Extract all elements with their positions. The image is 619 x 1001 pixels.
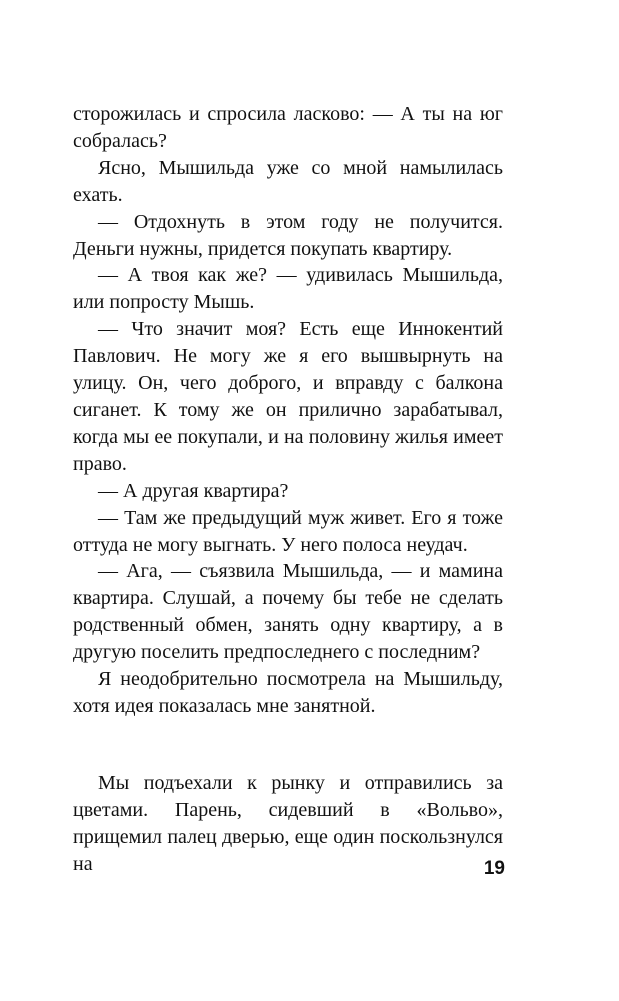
paragraph-3: — Отдохнуть в этом году не получится. Деньги нужны, придется покупать квартиру. [73,210,503,260]
paragraph-7: — Там же предыдущий муж живет. Его я тоже оттуда не могу выгнать. У него полоса неудач. [73,506,503,556]
text-block-bottom [73,770,503,878]
paragraph-4: — А твоя как же? — удивилась Мышильда, или попросту Мышь. [73,264,503,314]
paragraph-9: Я неодобрительно посмотрела на Мышильду, хотя идея показалась мне занятной. [73,668,503,717]
paragraph-2: Ясно, Мышильда уже со мной намылилась ехать. [73,156,503,206]
paragraph-8: — Ага, — съязвила Мышильда, — и мамина квартира. Слушай, а почему бы тебе не сделать родственный обмен, занять одну квартиру, а в другую поселить предпоследнего с последним? [73,560,503,664]
paragraph-1: сторожилась и спросила ласково: — А ты на юг собралась? [73,103,503,152]
text-block-top [73,101,503,720]
page-number: 19 [483,858,505,879]
paragraph-10: Мы подъехали к рынку и отправились за цветами. Парень, сидевший в «Вольво», прищемил палец дверью, еще один поскользнулся на [73,772,503,875]
paragraph-6: — А другая квартира? [98,479,289,502]
paragraph-5: — Что значит моя? Есть еще Иннокентий Павлович. Не могу же я его вышвырнуть на улицу. Он, чего доброго, и вправду с балкона сиганет. К тому же он прилично зарабатывал, когда мы ее покупали, и на половину жилья имеет право. [73,318,503,475]
